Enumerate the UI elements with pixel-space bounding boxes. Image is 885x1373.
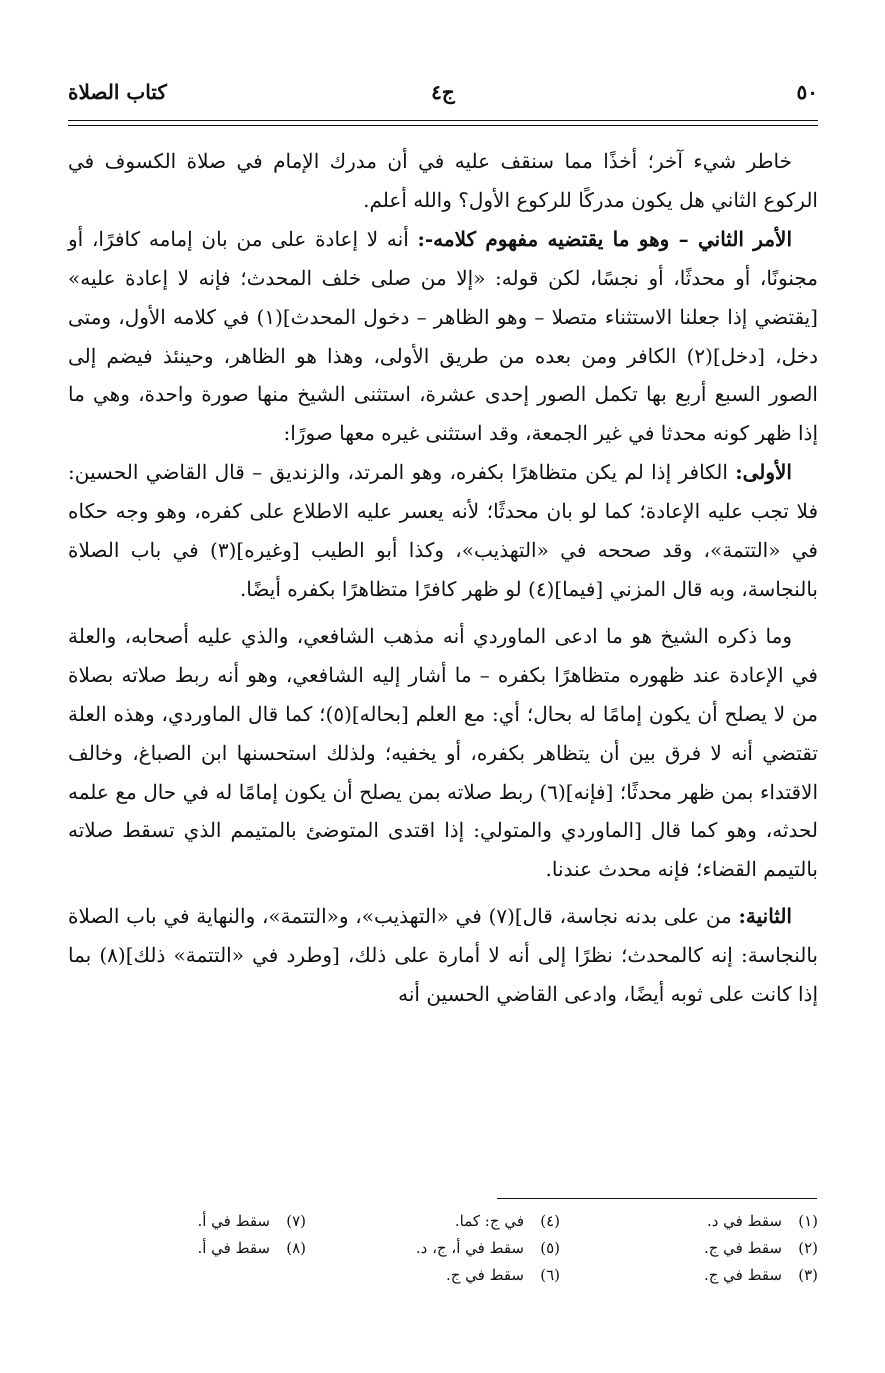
section-heading: الثانية:	[738, 904, 792, 929]
paragraph: الأمر الثاني – وهو ما يقتضيه مفهوم كلامه-: أنه لا إعادة على من بان إمامه كافرًا، أو مجنونًا، أو محدثًا، أو نجسًا، لكن قوله: «إلا من صلى خلف المحدث؛ فإنه لا إعادة عليه» [يقتضي إذا جعلنا الاستثناء متصلا – وهو الظاهر – دخول المحدث](١) في كلامه الأول، ومتى دخل، [دخل](٢) الكافر ومن بعده من طريق الأولى، وهذا هو الظاهر، وحينئذ فيضم إلى الصور السبع أربع بها تكمل الصور إحدى عشرة، استثنى الشيخ منها صورة واحدة، وهي ما إذا ظهر كونه محدثا في غير الجمعة، وقد استثنى غيره معها صورًا:	[68, 226, 818, 446]
header-divider	[68, 125, 818, 126]
main-text	[68, 142, 818, 1014]
section-heading: الأولى:	[735, 460, 792, 485]
footnote-column	[360, 1208, 560, 1289]
footnote-column	[618, 1208, 818, 1289]
footnote: (٦)سقط في ج.	[445, 1266, 560, 1284]
page-number: ٥٠	[796, 80, 818, 104]
footnote: (٢)سقط في ج.	[703, 1239, 818, 1257]
header-divider	[68, 120, 818, 121]
footnote: (١)سقط في د.	[706, 1212, 818, 1230]
footnote-divider	[497, 1198, 817, 1199]
paragraph: الأولى: الكافر إذا لم يكن متظاهرًا بكفره، وهو المرتد، والزنديق – قال القاضي الحسين: فلا تجب عليه الإعادة؛ كما لو بان محدثًا؛ لأنه يعسر عليه الاطلاع على كفره، وهو وجه حكاه في «التتمة»، وقد صححه في «التهذيب»، وكذا أبو الطيب [وغيره](٣) في باب الصلاة بالنجاسة، وبه قال المزني [فيما](٤) لو ظهر كافرًا متظاهرًا بكفره أيضًا.	[68, 460, 818, 601]
footnote: (٨)سقط في أ.	[197, 1239, 306, 1257]
page-header	[68, 80, 818, 112]
book-title: كتاب الصلاة	[68, 80, 167, 104]
paragraph: خاطر شيء آخر؛ أخذًا مما سنقف عليه في أن مدرك الإمام في صلاة الكسوف في الركوع الثاني هل يكون مدركًا للركوع الأول؟ والله أعلم.	[68, 149, 818, 212]
volume-label: ج٤	[431, 80, 455, 104]
footnote: (٤)في ج: كما.	[454, 1212, 560, 1230]
footnote-column	[106, 1208, 306, 1262]
footnote: (٧)سقط في أ.	[197, 1212, 306, 1230]
paragraph: الثانية: من على بدنه نجاسة، قال](٧) في «التهذيب»، و«التتمة»، والنهاية في باب الصلاة بالنجاسة: إنه كالمحدث؛ نظرًا إلى أنه لا أمارة على ذلك، [وطرد في «التتمة» ذلك](٨) بما إذا كانت على ثوبه أيضًا، وادعى القاضي الحسين أنه	[68, 904, 818, 1007]
footnotes	[68, 1208, 818, 1308]
paragraph: وما ذكره الشيخ هو ما ادعى الماوردي أنه مذهب الشافعي، والذي عليه أصحابه، والعلة في الإعادة عند ظهوره متظاهرًا بكفره – ما أشار إليه الشافعي، وهو أنه ربط صلاته بصلاة من لا يصلح أن يكون إمامًا له بحال؛ أي: مع العلم [بحاله](٥)؛ كما قال الماوردي، وهذه العلة تقتضي أنه لا فرق بين أن يتظاهر بكفره، أو يخفيه؛ ولذلك استحسنها ابن الصباغ، وخالف الاقتداء بمن ظهر محدثًا؛ [فإنه](٦) ربط صلاته بمن يصلح أن يكون إمامًا له في حال مع علمه لحدثه، وهو كما قال [الماوردي والمتولي: إذا اقتدى المتوضئ بالمتيمم الذي تسقط صلاته بالتيمم القضاء؛ فإنه محدث عندنا.	[68, 623, 818, 882]
footnote: (٥)سقط في أ، ج، د.	[415, 1239, 560, 1257]
footnote: (٣)سقط في ج.	[703, 1266, 818, 1284]
section-heading: الأمر الثاني – وهو ما يقتضيه مفهوم كلامه-:	[417, 226, 793, 251]
